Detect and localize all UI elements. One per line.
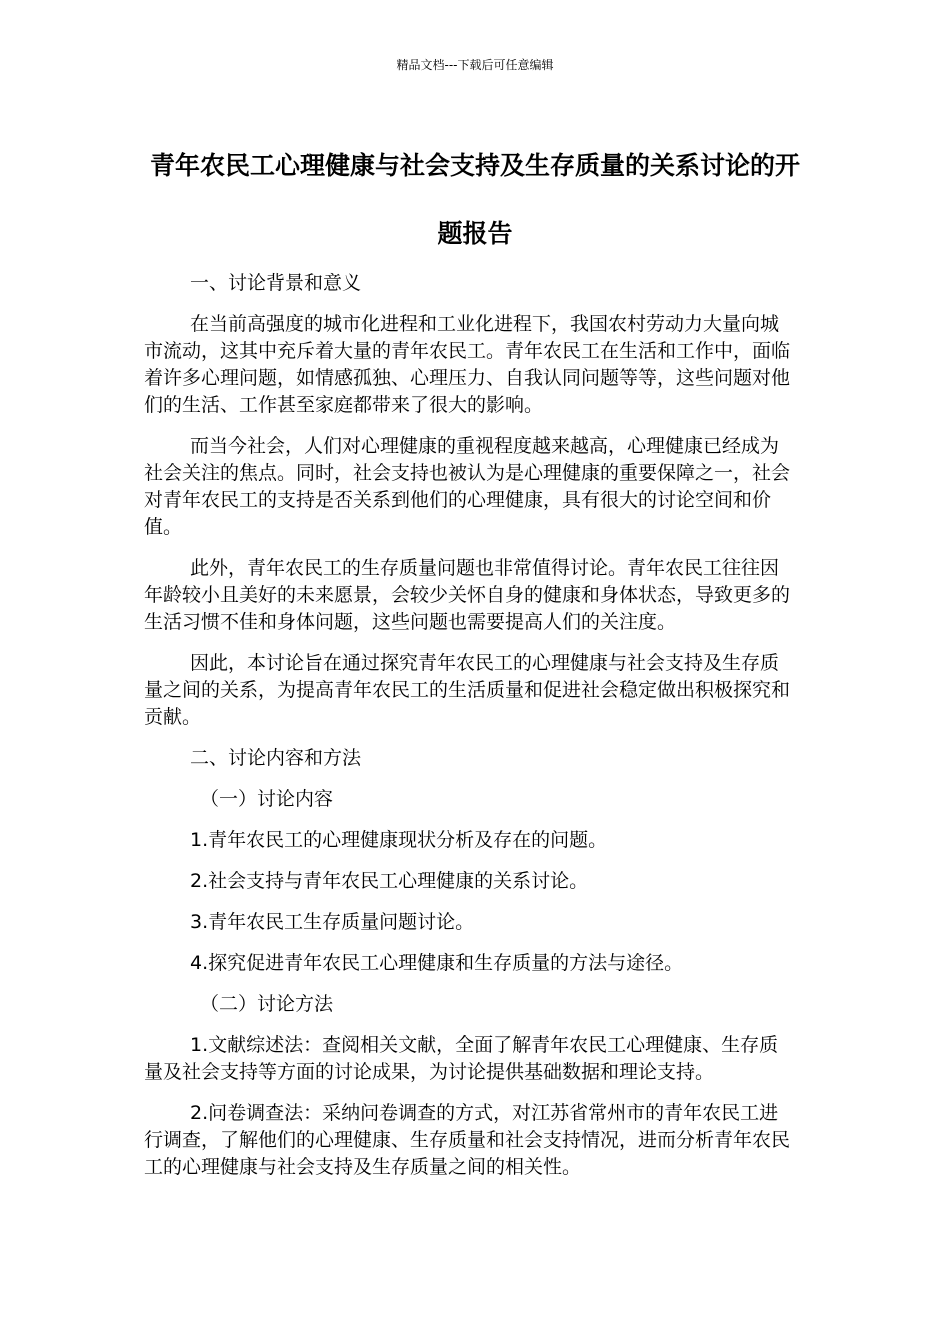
document-title: 青年农民工心理健康与社会支持及生存质量的关系讨论的开题报告	[149, 151, 800, 248]
paragraph: 2.问卷调查法：采纳问卷调查的方式，对江苏省常州市的青年农民工进行调查，了解他们的心理健康、生存质量和社会支持情况，进而分析青年农民工的心理健康与社会支持及生存质量之间的相关性。	[144, 1102, 791, 1178]
section-heading-2: 二、讨论内容和方法	[190, 747, 362, 769]
paragraph: 因此，本讨论旨在通过探究青年农民工的心理健康与社会支持及生存质量之间的关系，为提高青年农民工的生活质量和促进社会稳定做出积极探究和贡献。	[144, 652, 791, 728]
paragraph: 在当前高强度的城市化进程和工业化进程下，我国农村劳动力大量向城市流动，这其中充斥着大量的青年农民工。青年农民工在生活和工作中，面临着许多心理问题，如情感孤独、心理压力、自我认同问题等等，这些问题对他们的生活、工作甚至家庭都带来了很大的影响。	[144, 313, 791, 416]
section-heading-1: 一、讨论背景和意义	[190, 272, 362, 294]
paragraph: 1.文献综述法：查阅相关文献，全面了解青年农民工心理健康、生存质量及社会支持等方面的讨论成果，为讨论提供基础数据和理论支持。	[144, 1034, 779, 1083]
subsection-heading: （一）讨论内容	[200, 788, 334, 810]
paragraph: 而当今社会，人们对心理健康的重视程度越来越高，心理健康已经成为社会关注的焦点。同时，社会支持也被认为是心理健康的重要保障之一，社会对青年农民工的支持是否关系到他们的心理健康，具有很大的讨论空间和价值。	[144, 435, 791, 538]
list-item: 2.社会支持与青年农民工心理健康的关系讨论。	[190, 870, 589, 892]
list-item: 4.探究促进青年农民工心理健康和生存质量的方法与途径。	[190, 952, 684, 974]
list-item: 1.青年农民工的心理健康现状分析及存在的问题。	[190, 829, 608, 851]
list-item: 3.青年农民工生存质量问题讨论。	[190, 911, 475, 933]
subsection-heading: （二）讨论方法	[200, 993, 334, 1015]
paragraph: 此外，青年农民工的生存质量问题也非常值得讨论。青年农民工往往因年龄较小且美好的未来愿景，会较少关怀自身的健康和身体状态，导致更多的生活习惯不佳和身体问题，这些问题也需要提高人们的关注度。	[144, 557, 791, 633]
page-header: 精品文档---下载后可任意编辑	[396, 58, 554, 72]
document-body	[144, 270, 794, 1195]
